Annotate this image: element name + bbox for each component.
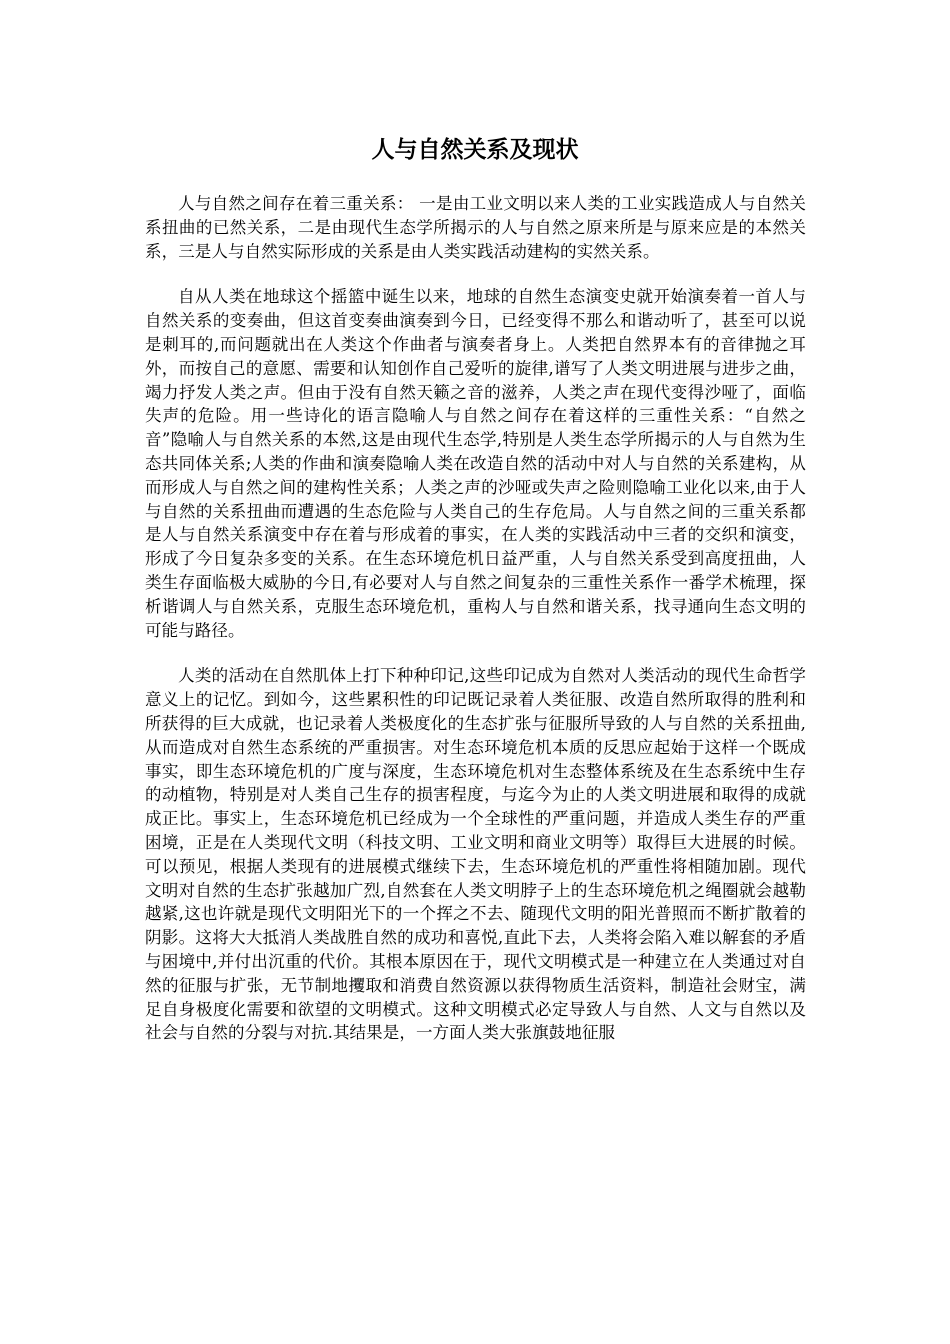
document-body [145,192,806,1045]
paragraph-1: 人与自然之间存在着三重关系： 一是由工业文明以来人类的工业实践造成人与自然关系扭曲的已然关系，二是由现代生态学所揭示的人与自然之原来所是与原来应是的本然关系，三是人与自然实际形成的关系是由人类实践活动建构的实然关系。 [145,194,806,261]
paragraph-3: 人类的活动在自然肌体上打下种种印记,这些印记成为自然对人类活动的现代生命哲学意义上的记忆。到如今，这些累积性的印记既记录着人类征服、改造自然所取得的胜利和所获得的巨大成就，也记录着人类极度化的生态扩张与征服所导致的人与自然的关系扭曲,从而造成对自然生态系统的严重损害。对生态环境危机本质的反思应起始于这样一个既成事实，即生态环境危机的广度与深度，生态环境危机对生态整体系统及在生态系统中生存的动植物，特别是对人类自己生存的损害程度，与迄今为止的人类文明进展和取得的成就成正比。事实上，生态环境危机已经成为一个全球性的严重问题，并造成人类生存的严重困境，正是在人类现代文明（科技文明、工业文明和商业文明等）取得巨大进展的时候。可以预见，根据人类现有的进展模式继续下去，生态环境危机的严重性将相随加剧。现代文明对自然的生态扩张越加广烈,自然套在人类文明脖子上的生态环境危机之绳圈就会越勒越紧,这也许就是现代文明阳光下的一个挥之不去、随现代文明的阳光普照而不断扩散着的阴影。这将大大抵消人类战胜自然的成功和喜悦,直此下去，人类将会陷入难以解套的矛盾与困境中,并付出沉重的代价。其根本原因在于，现代文明模式是一种建立在人类通过对自然的征服与扩张，无节制地攫取和消费自然资源以获得物质生活资料，制造社会财宝，满足自身极度化需要和欲望的文明模式。这种文明模式必定导致人与自然、人文与自然以及社会与自然的分裂与对抗.其结果是，一方面人类大张旗鼓地征服 [145,666,806,1043]
paragraph-2: 自从人类在地球这个摇篮中诞生以来，地球的自然生态演变史就开始演奏着一首人与自然关系的变奏曲，但这首变奏曲演奏到今日，已经变得不那么和谐动听了，甚至可以说是刺耳的,而问题就出在人类这个作曲者与演奏者身上。人类把自然界本有的音律抛之耳外，而按自己的意愿、需要和认知创作自己爱听的旋律,谱写了人类文明进展与进步之曲，竭力抒发人类之声。但由于没有自然天籁之音的滋养，人类之声在现代变得沙哑了，面临失声的危险。用一些诗化的语言隐喻人与自然之间存在着这样的三重性关系：“自然之音”隐喻人与自然关系的本然,这是由现代生态学,特别是人类生态学所揭示的人与自然为生态共同体关系;人类的作曲和演奏隐喻人类在改造自然的活动中对人与自然的关系建构，从而形成人与自然之间的建构性关系；人类之声的沙哑或失声之险则隐喻工业化以来,由于人与自然的关系扭曲而遭遇的生态危险与人类自己的生存危局。人与自然之间的三重关系都是人与自然关系演变中存在着与形成着的事实，在人类的实践活动中三者的交织和演变，形成了今日复杂多变的关系。在生态环境危机日益严重，人与自然关系受到高度扭曲，人类生存面临极大威胁的今日,有必要对人与自然之间复杂的三重性关系作一番学术梳理，探析谐调人与自然关系，克服生态环境危机，重构人与自然和谐关系，找寻通向生态文明的可能与路径。 [145,287,806,640]
document-title: 人与自然关系及现状 [371,136,579,163]
